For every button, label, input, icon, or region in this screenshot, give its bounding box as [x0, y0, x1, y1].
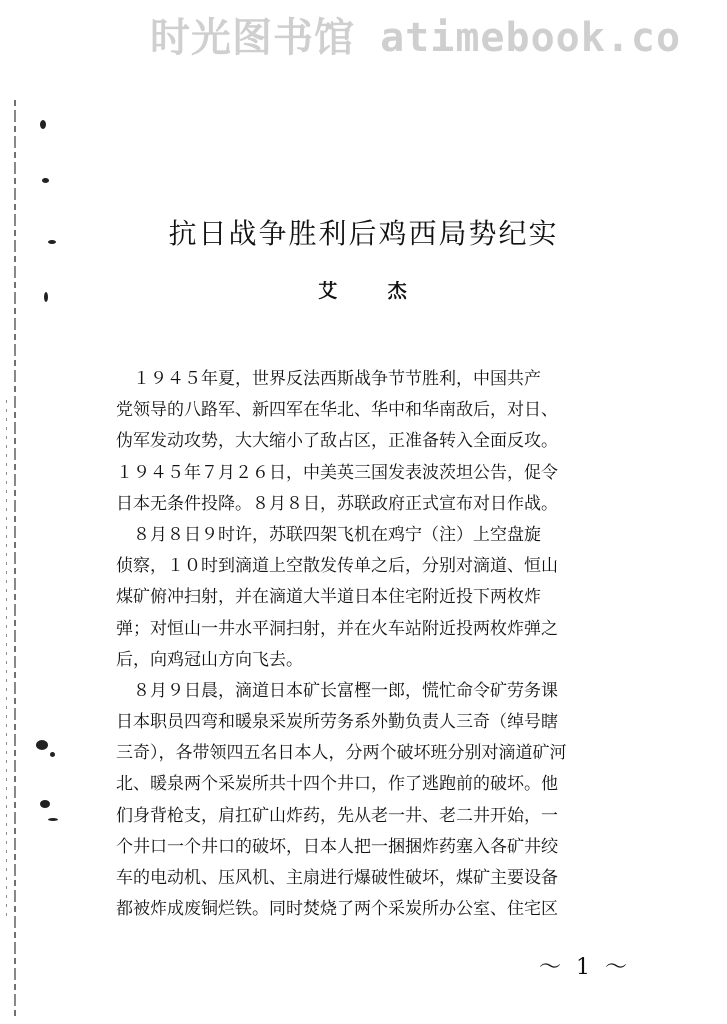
text-line: 们身背枪支，肩扛矿山炸药，先从老一井、老二井开始，一: [116, 805, 558, 826]
text-line: 弹；对恒山一井水平洞扫射，并在火车站附近投两枚炸弹之: [116, 618, 558, 639]
text-line: 三奇），各带领四五名日本人，分两个破坏班分别对滴道矿河: [116, 743, 567, 764]
text-line: 日本无条件投降。８月８日，苏联政府正式宣布对日作战。: [116, 493, 558, 514]
watermark: 时光图书馆 atimebook.co: [150, 15, 682, 61]
text-line: 侦察，１０时到滴道上空散发传单之后，分别对滴道、恒山: [116, 556, 558, 577]
binding-mark: [36, 740, 48, 750]
text-line: １９４５年７月２６日，中美英三国发表波茨坦公告，促令: [116, 462, 558, 483]
binding-line-secondary: [6, 400, 7, 920]
text-line: 后，向鸡冠山方向飞去。: [116, 649, 303, 670]
binding-mark: [50, 752, 55, 757]
text-line: 伪军发动攻势，大大缩小了敌占区，正准备转入全面反攻。: [116, 431, 558, 452]
binding-mark: [40, 800, 50, 808]
text-line: 煤矿俯冲扫射，并在滴道大半道日本住宅附近投下两枚炸: [116, 587, 541, 608]
text-line: 车的电动机、压风机、主扇进行爆破性破坏，煤矿主要设备: [116, 868, 558, 888]
text-line: 北、暖泉两个采炭所共十四个井口，作了逃跑前的破坏。他: [116, 774, 558, 795]
text-line: 个井口一个井口的破坏，日本人把一捆捆炸药塞入各矿井绞: [116, 836, 558, 857]
text-line: ８月８日９时许，苏联四架飞机在鸡宁（注）上空盘旋: [116, 524, 541, 545]
text-line: 都被炸成废铜烂铁。同时焚烧了两个采炭所办公室、住宅区: [116, 899, 558, 920]
binding-mark: [42, 178, 49, 183]
text-line: １９４５年夏，世界反法西斯战争节节胜利，中国共产: [116, 369, 541, 389]
article-body: [116, 364, 666, 925]
binding-mark: [40, 120, 46, 129]
paragraph: [116, 364, 666, 520]
text-line: 日本职员四弯和暖泉采炭所劳务系外勤负责人三奇（绰号瞎: [116, 712, 558, 733]
binding-mark: [48, 818, 58, 821]
page-number: ～ 1 ～: [539, 955, 631, 980]
paragraph: [116, 676, 666, 926]
text-line: 党领导的八路军、新四军在华北、华中和华南敌后，对日、: [116, 400, 558, 421]
article-title: 抗日战争胜利后鸡西局势纪实: [168, 217, 559, 250]
text-line: ８月９日晨，滴道日本矿长富樫一郎，慌忙命令矿劳务课: [116, 680, 558, 701]
paragraph: [116, 520, 666, 676]
author-name: 艾 杰: [318, 280, 429, 302]
